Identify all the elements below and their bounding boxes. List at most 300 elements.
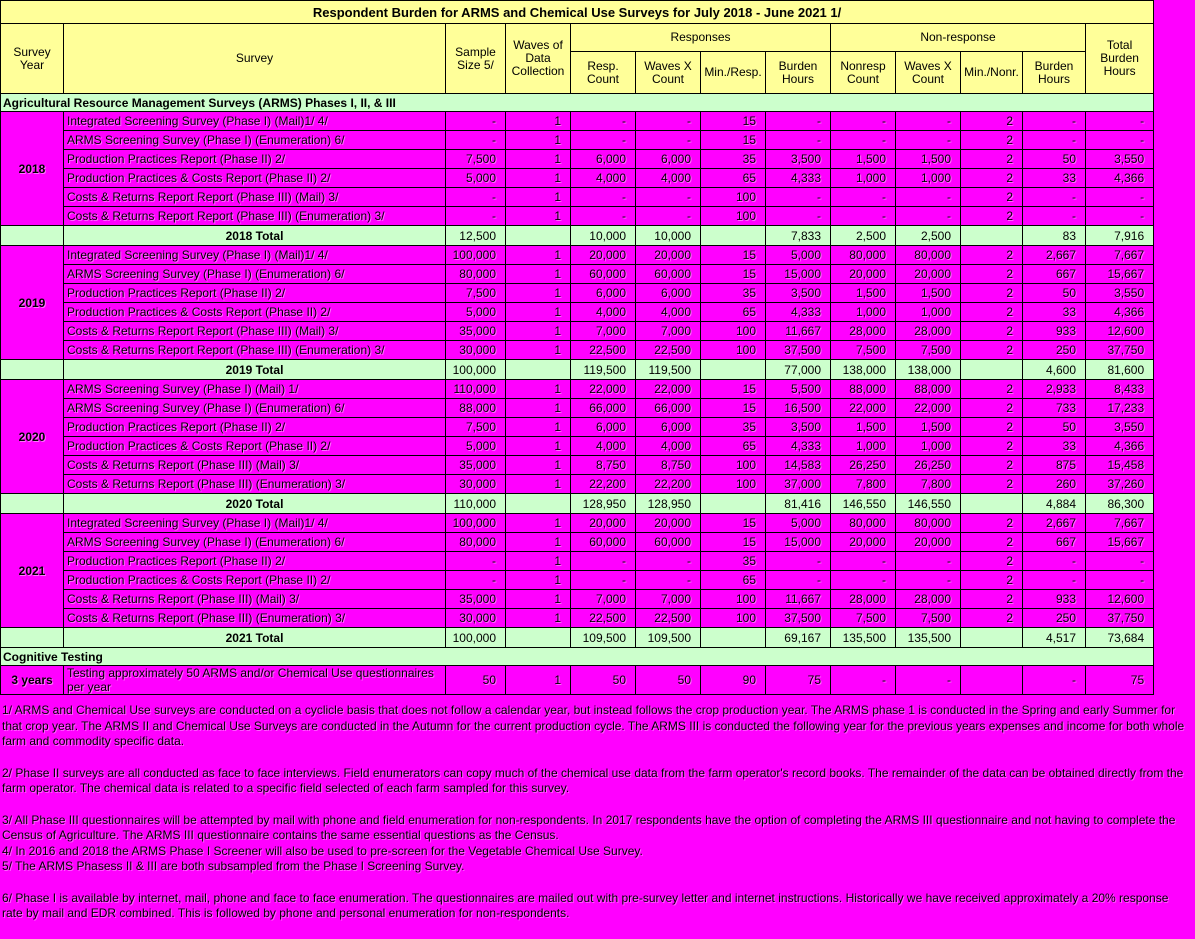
section-header-label: Agricultural Resource Management Surveys (ARMS) Phases I, II, & III (1, 94, 1154, 112)
total-value-cell: 138,000 (831, 360, 896, 380)
value-cell: 1 (506, 207, 571, 226)
value-cell: 50 (1023, 418, 1086, 437)
value-cell: 2 (961, 380, 1023, 399)
value-cell: 100,000 (446, 246, 506, 265)
value-cell: 6,000 (571, 418, 636, 437)
value-cell: 22,500 (571, 609, 636, 628)
value-cell: 1 (506, 399, 571, 418)
total-label: 2019 Total (64, 360, 446, 380)
value-cell: 37,750 (1086, 341, 1154, 360)
value-cell: 35 (701, 150, 766, 169)
total-value-cell (701, 226, 766, 246)
value-cell: 37,750 (1086, 609, 1154, 628)
value-cell: 100 (701, 456, 766, 475)
value-cell: - (831, 552, 896, 571)
survey-name-cell: Integrated Screening Survey (Phase I) (Mail)1/ 4/ (64, 246, 446, 265)
value-cell: 7,500 (896, 609, 961, 628)
value-cell: 2,933 (1023, 380, 1086, 399)
group-header-nonresponse: Non-response (831, 24, 1086, 52)
value-cell: 12,600 (1086, 590, 1154, 609)
footnote: 5/ The ARMS Phasess II & III are both subsampled from the Phase I Screening Survey. (2, 859, 465, 873)
total-value-cell (506, 494, 571, 514)
col-header-resp-burden-hours: Burden Hours (766, 52, 831, 94)
total-value-cell: 146,550 (896, 494, 961, 514)
total-value-cell (506, 226, 571, 246)
value-cell: 22,200 (636, 475, 701, 494)
value-cell: 250 (1023, 341, 1086, 360)
section-header-row (1, 648, 1154, 666)
value-cell: 2 (961, 609, 1023, 628)
total-value-cell: 4,517 (1023, 628, 1086, 648)
value-cell: - (636, 131, 701, 150)
value-cell: - (831, 188, 896, 207)
value-cell: 8,433 (1086, 380, 1154, 399)
col-header-min-resp: Min./Resp. (701, 52, 766, 94)
table-row (1, 150, 1154, 169)
survey-name-cell: Testing approximately 50 ARMS and/or Chemical Use questionnaires per year (64, 666, 446, 695)
value-cell: - (571, 112, 636, 131)
value-cell: 11,667 (766, 590, 831, 609)
value-cell: 110,000 (446, 380, 506, 399)
value-cell: 933 (1023, 322, 1086, 341)
total-label: 2018 Total (64, 226, 446, 246)
total-value-cell (961, 226, 1023, 246)
value-cell: - (831, 207, 896, 226)
value-cell: 1 (506, 666, 571, 695)
table-row (1, 265, 1154, 284)
table-row (1, 341, 1154, 360)
value-cell: 26,250 (831, 456, 896, 475)
value-cell: - (1086, 112, 1154, 131)
table-row (1, 590, 1154, 609)
value-cell: 3,500 (766, 150, 831, 169)
value-cell: 30,000 (446, 475, 506, 494)
value-cell: 60,000 (571, 265, 636, 284)
survey-name-cell: Costs & Returns Report Report (Phase III) (Mail) 3/ (64, 188, 446, 207)
value-cell: 100 (701, 207, 766, 226)
value-cell: 22,500 (636, 341, 701, 360)
value-cell: 30,000 (446, 341, 506, 360)
value-cell: 7,000 (571, 590, 636, 609)
value-cell: - (896, 571, 961, 590)
total-value-cell (701, 628, 766, 648)
value-cell: 7,500 (896, 341, 961, 360)
survey-name-cell: Production Practices Report (Phase II) 2/ (64, 552, 446, 571)
value-cell: - (896, 188, 961, 207)
value-cell: - (446, 112, 506, 131)
value-cell: 100,000 (446, 514, 506, 533)
total-value-cell: 10,000 (571, 226, 636, 246)
table-row (1, 112, 1154, 131)
value-cell: 80,000 (446, 533, 506, 552)
value-cell: - (766, 571, 831, 590)
value-cell: 75 (766, 666, 831, 695)
footnote: 4/ In 2016 and 2018 the ARMS Phase I Screener will also be used to pre-screen for the Vegetable Chemical Use Survey. (2, 843, 643, 858)
value-cell: 4,000 (636, 303, 701, 322)
table-row (1, 246, 1154, 265)
footnote: 2/ Phase II surveys are all conducted as face to face interviews. Field enumerators can copy much of the chemical use data from the farm operator's record books. The remainder of the data can be obtained directly from the farm operator. The chemical data is related to a specific field selected of each farm sampled for this survey. (2, 765, 1184, 795)
value-cell: 1,000 (831, 437, 896, 456)
col-header-sample-size: Sample Size 5/ (446, 24, 506, 94)
value-cell: 100 (701, 322, 766, 341)
value-cell: - (1023, 552, 1086, 571)
col-header-nonresp-burden-hours: Burden Hours (1023, 52, 1086, 94)
value-cell: 37,500 (766, 609, 831, 628)
total-value-cell: 83 (1023, 226, 1086, 246)
survey-name-cell: ARMS Screening Survey (Phase I) (Enumeration) 6/ (64, 265, 446, 284)
value-cell: 4,333 (766, 437, 831, 456)
value-cell: 7,800 (896, 475, 961, 494)
survey-name-cell: ARMS Screening Survey (Phase I) (Mail) 1/ (64, 380, 446, 399)
value-cell: 2 (961, 265, 1023, 284)
value-cell: 37,000 (766, 475, 831, 494)
value-cell: 50 (1023, 284, 1086, 303)
value-cell: - (766, 552, 831, 571)
total-value-cell: 138,000 (896, 360, 961, 380)
total-value-cell: 146,550 (831, 494, 896, 514)
value-cell: 65 (701, 571, 766, 590)
value-cell: 4,333 (766, 169, 831, 188)
value-cell: 1,000 (896, 169, 961, 188)
value-cell: 1,000 (831, 169, 896, 188)
total-value-cell: 7,833 (766, 226, 831, 246)
table-row (1, 666, 1154, 695)
value-cell: 60,000 (636, 533, 701, 552)
value-cell: 5,000 (446, 437, 506, 456)
value-cell: 80,000 (831, 246, 896, 265)
value-cell: 2 (961, 131, 1023, 150)
value-cell: - (896, 112, 961, 131)
table-body (1, 94, 1154, 695)
value-cell: 6,000 (571, 150, 636, 169)
total-value-cell: 69,167 (766, 628, 831, 648)
value-cell: 2 (961, 207, 1023, 226)
year-cell: 2021 (1, 514, 64, 628)
value-cell: 22,000 (571, 380, 636, 399)
table-title: Respondent Burden for ARMS and Chemical Use Surveys for July 2018 - June 2021 1/ (1, 1, 1154, 24)
value-cell: 20,000 (831, 533, 896, 552)
value-cell: 2 (961, 150, 1023, 169)
year-cell: 2018 (1, 112, 64, 226)
value-cell: 1 (506, 150, 571, 169)
value-cell: 80,000 (896, 514, 961, 533)
total-label: 2021 Total (64, 628, 446, 648)
title-row (1, 1, 1154, 24)
col-header-total-burden: Total Burden Hours (1086, 24, 1154, 94)
value-cell: 3,500 (766, 418, 831, 437)
value-cell: 35 (701, 418, 766, 437)
value-cell: 2 (961, 552, 1023, 571)
value-cell: - (766, 112, 831, 131)
col-header-resp-waves-x-count: Waves X Count (636, 52, 701, 94)
value-cell: - (1023, 571, 1086, 590)
value-cell: 15,000 (766, 533, 831, 552)
total-row (1, 494, 1154, 514)
table-row (1, 131, 1154, 150)
value-cell: 667 (1023, 265, 1086, 284)
table-row (1, 418, 1154, 437)
value-cell: - (636, 188, 701, 207)
total-value-cell (701, 360, 766, 380)
total-value-cell: 119,500 (636, 360, 701, 380)
total-year-spacer-cell (1, 226, 64, 246)
col-header-survey: Survey (64, 24, 446, 94)
value-cell: - (1086, 188, 1154, 207)
value-cell: - (1086, 552, 1154, 571)
value-cell: 3,550 (1086, 284, 1154, 303)
value-cell: 12,600 (1086, 322, 1154, 341)
value-cell: 7,667 (1086, 246, 1154, 265)
value-cell: 7,500 (831, 341, 896, 360)
value-cell: 22,500 (571, 341, 636, 360)
value-cell: - (1023, 131, 1086, 150)
value-cell: 4,366 (1086, 169, 1154, 188)
value-cell: - (896, 552, 961, 571)
survey-name-cell: ARMS Screening Survey (Phase I) (Enumeration) 6/ (64, 399, 446, 418)
value-cell: 1 (506, 571, 571, 590)
value-cell: 1,500 (831, 150, 896, 169)
total-value-cell: 2,500 (831, 226, 896, 246)
survey-name-cell: Production Practices Report (Phase II) 2/ (64, 284, 446, 303)
table-row (1, 552, 1154, 571)
value-cell: - (831, 666, 896, 695)
table-row (1, 322, 1154, 341)
value-cell: - (446, 188, 506, 207)
col-header-nonresp-count: Nonresp Count (831, 52, 896, 94)
value-cell: 7,667 (1086, 514, 1154, 533)
survey-name-cell: Production Practices & Costs Report (Phase II) 2/ (64, 571, 446, 590)
value-cell: 17,233 (1086, 399, 1154, 418)
total-row (1, 226, 1154, 246)
value-cell: 2 (961, 246, 1023, 265)
value-cell: 1,000 (896, 437, 961, 456)
value-cell: 4,000 (571, 437, 636, 456)
value-cell: - (766, 131, 831, 150)
value-cell: 4,000 (636, 169, 701, 188)
value-cell: 1 (506, 514, 571, 533)
value-cell: 15 (701, 399, 766, 418)
value-cell: 2 (961, 514, 1023, 533)
survey-name-cell: Costs & Returns Report Report (Phase III) (Mail) 3/ (64, 322, 446, 341)
total-value-cell: 12,500 (446, 226, 506, 246)
value-cell: 2 (961, 341, 1023, 360)
value-cell: - (896, 666, 961, 695)
year-cell: 2020 (1, 380, 64, 494)
total-year-spacer-cell (1, 360, 64, 380)
survey-name-cell: ARMS Screening Survey (Phase I) (Enumeration) 6/ (64, 131, 446, 150)
value-cell: 5,000 (446, 169, 506, 188)
survey-name-cell: Integrated Screening Survey (Phase I) (Mail)1/ 4/ (64, 514, 446, 533)
value-cell: 2 (961, 437, 1023, 456)
value-cell: 1 (506, 590, 571, 609)
total-value-cell: 73,684 (1086, 628, 1154, 648)
table-row (1, 533, 1154, 552)
value-cell: - (636, 207, 701, 226)
total-value-cell (506, 360, 571, 380)
value-cell: 22,000 (896, 399, 961, 418)
value-cell: 60,000 (636, 265, 701, 284)
section-header-label: Cognitive Testing (1, 648, 1154, 666)
value-cell: 15 (701, 112, 766, 131)
section-header-row (1, 94, 1154, 112)
table-row (1, 437, 1154, 456)
value-cell: - (1086, 131, 1154, 150)
total-row (1, 360, 1154, 380)
value-cell: 733 (1023, 399, 1086, 418)
value-cell: 37,500 (766, 341, 831, 360)
value-cell: 33 (1023, 437, 1086, 456)
value-cell: 7,500 (446, 284, 506, 303)
value-cell: - (571, 207, 636, 226)
value-cell: - (571, 188, 636, 207)
value-cell: 1,500 (831, 418, 896, 437)
total-value-cell: 77,000 (766, 360, 831, 380)
value-cell: 100 (701, 188, 766, 207)
value-cell: 100 (701, 341, 766, 360)
total-value-cell: 110,000 (446, 494, 506, 514)
value-cell: 2 (961, 418, 1023, 437)
value-cell: 667 (1023, 533, 1086, 552)
value-cell: 1 (506, 437, 571, 456)
value-cell: 2 (961, 169, 1023, 188)
value-cell: 90 (701, 666, 766, 695)
value-cell: 4,333 (766, 303, 831, 322)
value-cell: 35 (701, 284, 766, 303)
value-cell: 15,667 (1086, 265, 1154, 284)
value-cell: 15,458 (1086, 456, 1154, 475)
value-cell: 933 (1023, 590, 1086, 609)
value-cell: 5,000 (446, 303, 506, 322)
value-cell: - (446, 207, 506, 226)
value-cell: 37,260 (1086, 475, 1154, 494)
header-group-row (1, 24, 1154, 52)
value-cell: 7,000 (636, 590, 701, 609)
value-cell: 66,000 (571, 399, 636, 418)
value-cell: 7,500 (446, 150, 506, 169)
survey-name-cell: Production Practices & Costs Report (Phase II) 2/ (64, 437, 446, 456)
value-cell: 100 (701, 609, 766, 628)
total-value-cell: 4,600 (1023, 360, 1086, 380)
value-cell: 1 (506, 456, 571, 475)
value-cell: 65 (701, 303, 766, 322)
value-cell: - (1023, 666, 1086, 695)
value-cell: 1 (506, 609, 571, 628)
table-row (1, 571, 1154, 590)
table-row (1, 188, 1154, 207)
value-cell: 65 (701, 437, 766, 456)
value-cell: 33 (1023, 303, 1086, 322)
value-cell: 1 (506, 169, 571, 188)
survey-name-cell: Costs & Returns Report (Phase III) (Mail) 3/ (64, 590, 446, 609)
table-row (1, 399, 1154, 418)
value-cell: 1,000 (831, 303, 896, 322)
total-value-cell (961, 628, 1023, 648)
value-cell: 50 (446, 666, 506, 695)
survey-name-cell: Production Practices Report (Phase II) 2/ (64, 150, 446, 169)
survey-name-cell: Costs & Returns Report (Phase III) (Mail) 3/ (64, 456, 446, 475)
survey-name-cell: Integrated Screening Survey (Phase I) (Mail)1/ 4/ (64, 112, 446, 131)
value-cell: 4,366 (1086, 437, 1154, 456)
table-row (1, 380, 1154, 399)
value-cell: - (571, 552, 636, 571)
value-cell: 2,667 (1023, 514, 1086, 533)
value-cell: 3,500 (766, 284, 831, 303)
value-cell: 5,500 (766, 380, 831, 399)
value-cell: - (446, 552, 506, 571)
value-cell: 2 (961, 571, 1023, 590)
value-cell: 50 (1023, 150, 1086, 169)
value-cell: 80,000 (831, 514, 896, 533)
value-cell: 2 (961, 188, 1023, 207)
value-cell: 6,000 (571, 284, 636, 303)
total-value-cell (701, 494, 766, 514)
footnotes (0, 695, 1193, 922)
total-label: 2020 Total (64, 494, 446, 514)
footnote: 1/ ARMS and Chemical Use surveys are conducted on a cyclicle basis that does not follow a calendar year, but instead follows the crop production year. The ARMS phase 1 is conducted in the Spring and early Summer for that crop year. The ARMS II and Chemical Use Surveys are conducted in the Autumn for the current production cycle. The ARMS III is conducted the following year for the previous years expenses and income for both whole farm and commodity specific data. (2, 703, 1185, 748)
value-cell: 80,000 (446, 265, 506, 284)
survey-name-cell: ARMS Screening Survey (Phase I) (Enumeration) 6/ (64, 533, 446, 552)
total-year-spacer-cell (1, 494, 64, 514)
survey-name-cell: Production Practices & Costs Report (Phase II) 2/ (64, 169, 446, 188)
value-cell: - (1086, 207, 1154, 226)
value-cell: 1 (506, 533, 571, 552)
value-cell: 28,000 (896, 322, 961, 341)
value-cell: 26,250 (896, 456, 961, 475)
value-cell: 22,000 (636, 380, 701, 399)
total-value-cell: 119,500 (571, 360, 636, 380)
value-cell: 14,583 (766, 456, 831, 475)
total-value-cell: 81,416 (766, 494, 831, 514)
value-cell: 6,000 (636, 284, 701, 303)
value-cell: 1 (506, 341, 571, 360)
value-cell: 1,500 (896, 284, 961, 303)
value-cell: 7,800 (831, 475, 896, 494)
value-cell: 7,500 (446, 418, 506, 437)
col-header-min-nonr: Min./Nonr. (961, 52, 1023, 94)
value-cell: 100 (701, 590, 766, 609)
value-cell: 50 (571, 666, 636, 695)
value-cell: 15 (701, 514, 766, 533)
table-row (1, 456, 1154, 475)
value-cell: 1 (506, 265, 571, 284)
value-cell: 2 (961, 399, 1023, 418)
value-cell: 20,000 (896, 533, 961, 552)
value-cell: 875 (1023, 456, 1086, 475)
value-cell: 15 (701, 131, 766, 150)
value-cell: 5,000 (766, 514, 831, 533)
value-cell: 2 (961, 456, 1023, 475)
value-cell: 15,667 (1086, 533, 1154, 552)
total-value-cell (506, 628, 571, 648)
table-row (1, 303, 1154, 322)
value-cell: 28,000 (896, 590, 961, 609)
value-cell: 1 (506, 246, 571, 265)
table-row (1, 514, 1154, 533)
col-header-survey-year: Survey Year (1, 24, 64, 94)
value-cell: 22,500 (636, 609, 701, 628)
value-cell: 1 (506, 284, 571, 303)
value-cell: 1 (506, 552, 571, 571)
col-header-nonresp-waves-x-count: Waves X Count (896, 52, 961, 94)
value-cell: 2 (961, 112, 1023, 131)
value-cell: 15,000 (766, 265, 831, 284)
value-cell: - (1023, 207, 1086, 226)
value-cell: 11,667 (766, 322, 831, 341)
value-cell: 7,500 (831, 609, 896, 628)
value-cell: 6,000 (636, 150, 701, 169)
value-cell: 28,000 (831, 590, 896, 609)
value-cell: 1,500 (831, 284, 896, 303)
